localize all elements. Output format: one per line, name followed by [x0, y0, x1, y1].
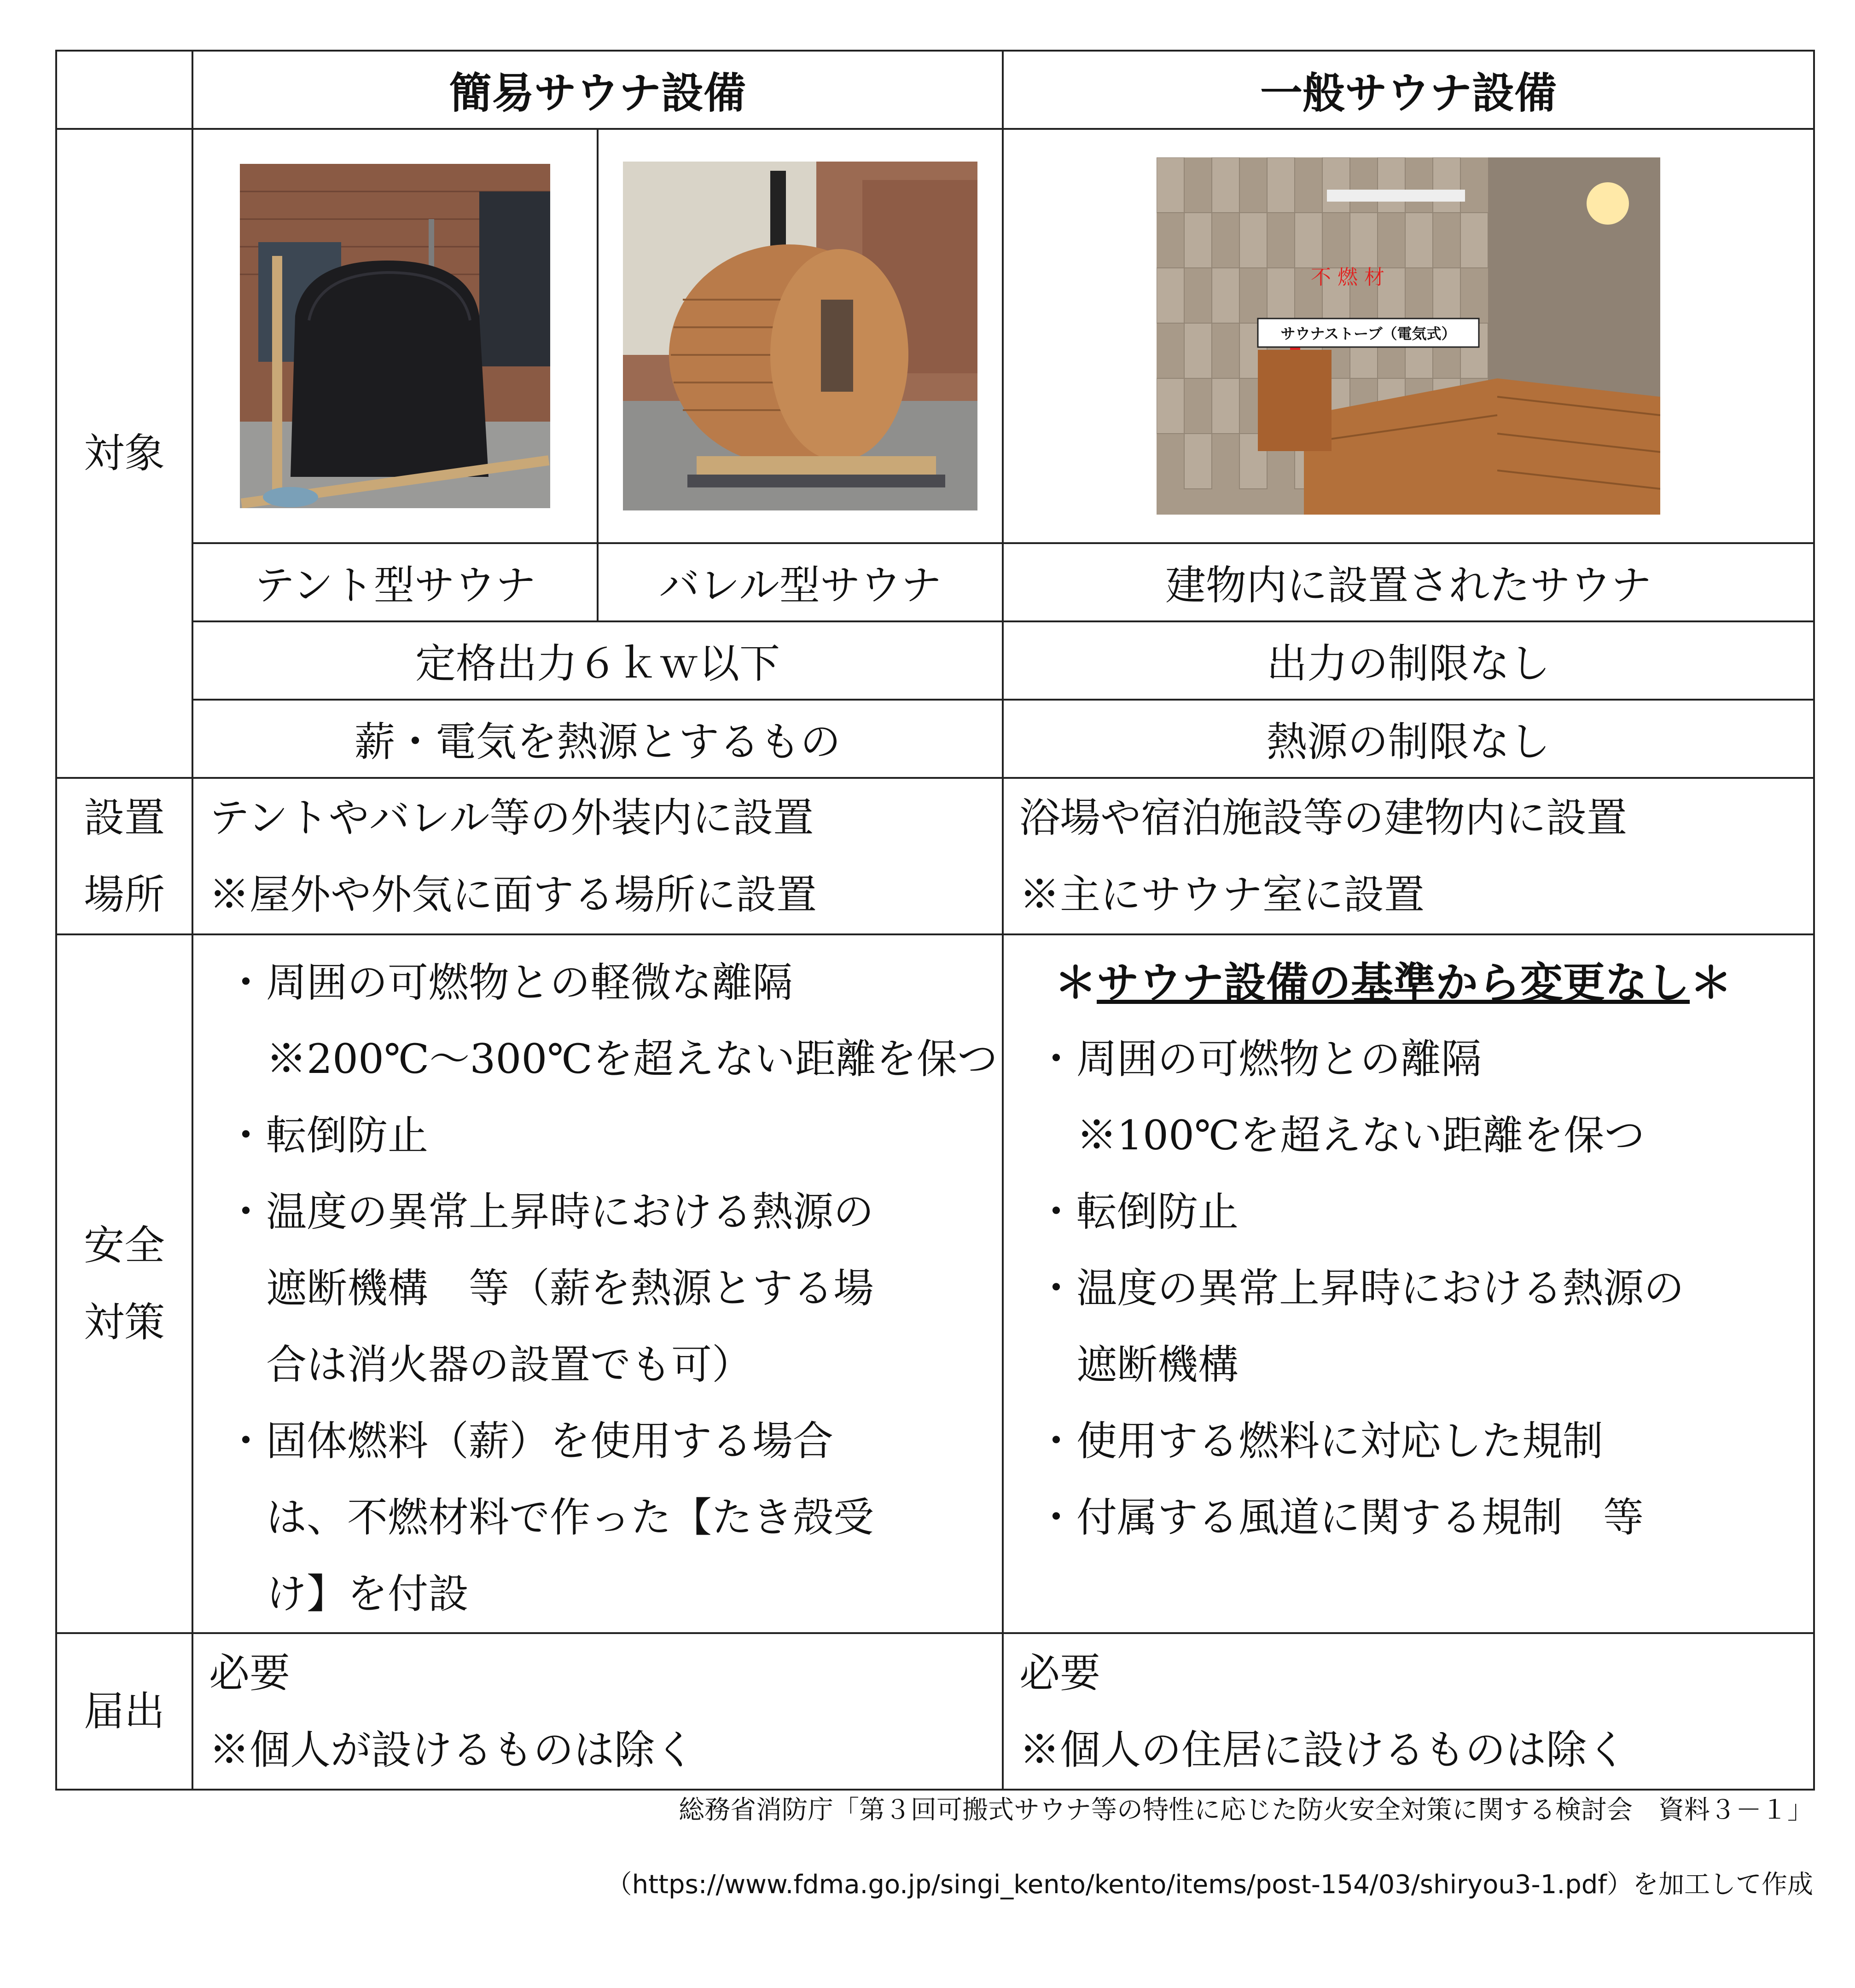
corner-cell — [56, 51, 192, 129]
tent-sauna-photo — [240, 164, 550, 508]
simple-output: 定格出力６ｋｗ以下 — [192, 621, 1003, 700]
barrel-sauna-photo — [623, 162, 977, 510]
indoor-photo-cell — [1003, 129, 1814, 543]
barrel-photo-cell — [598, 129, 1003, 543]
simple-location-line2: ※屋外や外気に面する場所に設置 — [209, 871, 817, 918]
tent-caption: テント型サウナ — [192, 543, 598, 621]
general-safety-line: ・付属する風道に関する規制 等 — [1036, 1494, 1644, 1541]
general-safety-emphasis — [1036, 945, 1813, 1021]
simple-location — [192, 778, 1003, 934]
row-label-safety-line2: 対策 — [83, 1298, 165, 1346]
sauna-comparison-table — [55, 50, 1815, 1791]
row-label-safety-line1: 安全 — [83, 1221, 165, 1269]
simple-notification-line2: ※個人が設けるものは除く — [209, 1726, 696, 1774]
simple-heat-source: 薪・電気を熱源とするもの — [192, 700, 1003, 778]
simple-notification — [192, 1633, 1003, 1790]
row-label-location-line1: 設置 — [83, 794, 165, 841]
indoor-caption: 建物内に設置されたサウナ — [1003, 543, 1814, 621]
star-left: ＊ — [1054, 958, 1097, 1008]
general-notification-line1: 必要 — [1019, 1649, 1101, 1697]
simple-safety-line: ・温度の異常上昇時における熱源の — [226, 1188, 874, 1235]
indoor-sauna-photo — [1157, 157, 1660, 515]
star-right: ＊ — [1690, 958, 1733, 1008]
nonflammable-label: 不 燃 材 — [1311, 266, 1385, 289]
general-heat-source: 熱源の制限なし — [1003, 700, 1814, 778]
general-safety-line: ※100℃を超えない距離を保つ — [1076, 1112, 1645, 1159]
row-label-location-line2: 場所 — [83, 871, 165, 918]
simple-safety-line: ・周囲の可燃物との軽微な離隔 — [226, 959, 793, 1006]
general-safety-line: ・温度の異常上昇時における熱源の — [1036, 1264, 1685, 1312]
barrel-caption: バレル型サウナ — [598, 543, 1003, 621]
no-change-note: サウナ設備の基準から変更なし — [1097, 958, 1690, 1008]
simple-location-line1: テントやバレル等の外装内に設置 — [209, 794, 814, 841]
general-location-line2: ※主にサウナ室に設置 — [1019, 871, 1425, 918]
general-safety-line: ・使用する燃料に対応した規制 — [1036, 1417, 1604, 1465]
tent-photo-cell — [192, 129, 598, 543]
simple-safety-line: け】を付設 — [266, 1570, 469, 1617]
general-location — [1003, 778, 1814, 934]
row-label-safety — [56, 934, 192, 1633]
simple-safety-line: 合は消火器の設置でも可） — [266, 1341, 753, 1388]
simple-safety-list — [192, 934, 1003, 1633]
general-safety-line: 遮断機構 — [1076, 1341, 1239, 1388]
general-output: 出力の制限なし — [1003, 621, 1814, 700]
header-simple-sauna: 簡易サウナ設備 — [192, 51, 1003, 129]
general-notification-line2: ※個人の住居に設けるものは除く — [1019, 1726, 1628, 1774]
general-safety-list — [1003, 934, 1814, 1633]
general-safety-line: ・周囲の可燃物との離隔 — [1036, 1035, 1482, 1083]
stove-label: サウナストーブ（電気式） — [1280, 325, 1456, 342]
simple-safety-line: ・固体燃料（薪）を使用する場合 — [226, 1417, 834, 1465]
row-label-target: 対象 — [56, 129, 192, 778]
simple-notification-line1: 必要 — [209, 1649, 291, 1697]
row-label-location — [56, 778, 192, 934]
simple-safety-line: 遮断機構 等（薪を熱源とする場 — [266, 1264, 874, 1312]
simple-safety-line: ・転倒防止 — [226, 1112, 429, 1159]
row-label-notification: 届出 — [56, 1633, 192, 1790]
source-note-line1: 総務省消防庁「第３回可搬式サウナ等の特性に応じた防火安全対策に関する検討会 資料３－１」 — [679, 1795, 1813, 1825]
general-location-line1: 浴場や宿泊施設等の建物内に設置 — [1019, 794, 1628, 841]
simple-safety-line: ※200℃～300℃を超えない距離を保つ — [266, 1035, 998, 1083]
header-general-sauna: 一般サウナ設備 — [1003, 51, 1814, 129]
simple-safety-line: は、不燃材料で作った【たき殻受 — [266, 1494, 874, 1541]
source-note-line2: （https://www.fdma.go.jp/singi_kento/kento/items/post-154/03/shiryou3-1.pdf）を加工して作成 — [606, 1870, 1813, 1900]
general-safety-line: ・転倒防止 — [1036, 1188, 1239, 1235]
general-notification — [1003, 1633, 1814, 1790]
